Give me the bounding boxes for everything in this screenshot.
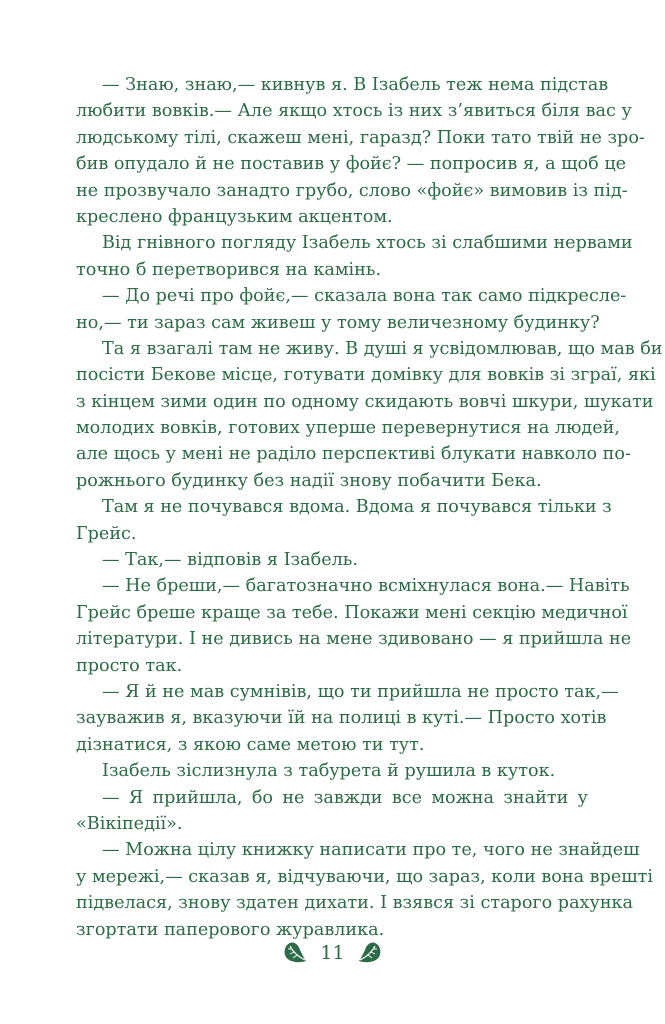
text-line: Ізабель зіслизнула з табурета й рушила в куток. xyxy=(102,761,556,782)
text-line: но,— ти зараз сам живеш у тому величезному будинку? xyxy=(76,312,600,333)
text-line: — Знаю, знаю,— кивнув я. В Ізабель теж нема підстав xyxy=(102,75,609,95)
text-line: зауважив я, вказуючи їй на полиці в куті.— Просто хотів xyxy=(76,708,607,729)
text-line: — Я й не мав сумнівів, що ти прийшла не просто так,— xyxy=(102,681,619,702)
page-footer xyxy=(0,933,665,973)
text-line: Там я не почувався вдома. Вдома я почувався тільки з xyxy=(102,497,612,518)
text-line: «Вікіпедії». xyxy=(76,813,183,834)
text-line: але щось у мені не раділо перспективі блукати навколо по- xyxy=(76,444,631,465)
text-line: креслено французьким акцентом. xyxy=(76,206,393,227)
text-line: з кінцем зими один по одному скидають вовчі шкури, шукати xyxy=(76,391,654,412)
text-line: любити вовків.— Але якщо хтось із них з’явиться біля вас у xyxy=(76,101,632,122)
text-line: — До речі про фойє,— сказала вона так само підкреслe- xyxy=(102,286,627,307)
page-number: 11 xyxy=(320,942,345,964)
text-line: рожнього будинку без надії знову побачити Бека. xyxy=(76,470,542,491)
text-line: — Можна цілу книжку написати про те, чого не знайдеш xyxy=(102,840,640,861)
right-leaf-icon xyxy=(357,941,383,965)
text-line: — Я прийшла, бо не завжди все можна знайти у xyxy=(102,787,588,808)
text-line: — Не бреши,— багатозначно всміхнулася вона.— Навіть xyxy=(102,576,630,597)
text-line: літератури. І не дивись на мене здивовано — я прийшла не xyxy=(76,629,632,650)
text-line: Та я взагалі там не живу. В душі я усвідомлював, що мав би xyxy=(102,338,663,359)
text-line: бив опудало й не поставив у фойє? — попросив я, а щоб це xyxy=(76,154,627,175)
text-line: у мережі,— сказав я, відчуваючи, що зараз, коли вона врешті xyxy=(76,866,653,887)
text-line: Грейс бреше краще за тебе. Покажи мені секцію медичної xyxy=(76,602,628,623)
text-line: не прозвучало занадто грубо, слово «фойє» вимовив із під- xyxy=(76,180,628,201)
text-line: Від гнівного погляду Ізабель хтось зі слабшими нервами xyxy=(102,233,633,254)
text-line: Грейс. xyxy=(76,523,137,544)
text-line: дізнатися, з якою саме метою ти тут. xyxy=(76,734,425,755)
text-line: посісти Бекове місце, готувати домівку для вовків зі зграї, які xyxy=(76,365,656,386)
text-line: — Так,— відповів я Ізабель. xyxy=(102,550,358,571)
text-line: точно б перетворився на камінь. xyxy=(76,259,382,280)
text-line: згортати паперового журавлика. xyxy=(76,919,385,940)
text-line: молодих вовків, готових уперше перевернутися на людей, xyxy=(76,418,620,439)
text-line: підвелася, знову здатен дихати. І взявся зі старого рахунка xyxy=(76,893,634,914)
text-line: просто так. xyxy=(76,655,183,676)
text-line: людському тілі, скажеш мені, гаразд? Поки тато твій не зро- xyxy=(76,127,645,148)
page-body-text xyxy=(76,72,663,943)
left-leaf-icon xyxy=(282,941,308,965)
